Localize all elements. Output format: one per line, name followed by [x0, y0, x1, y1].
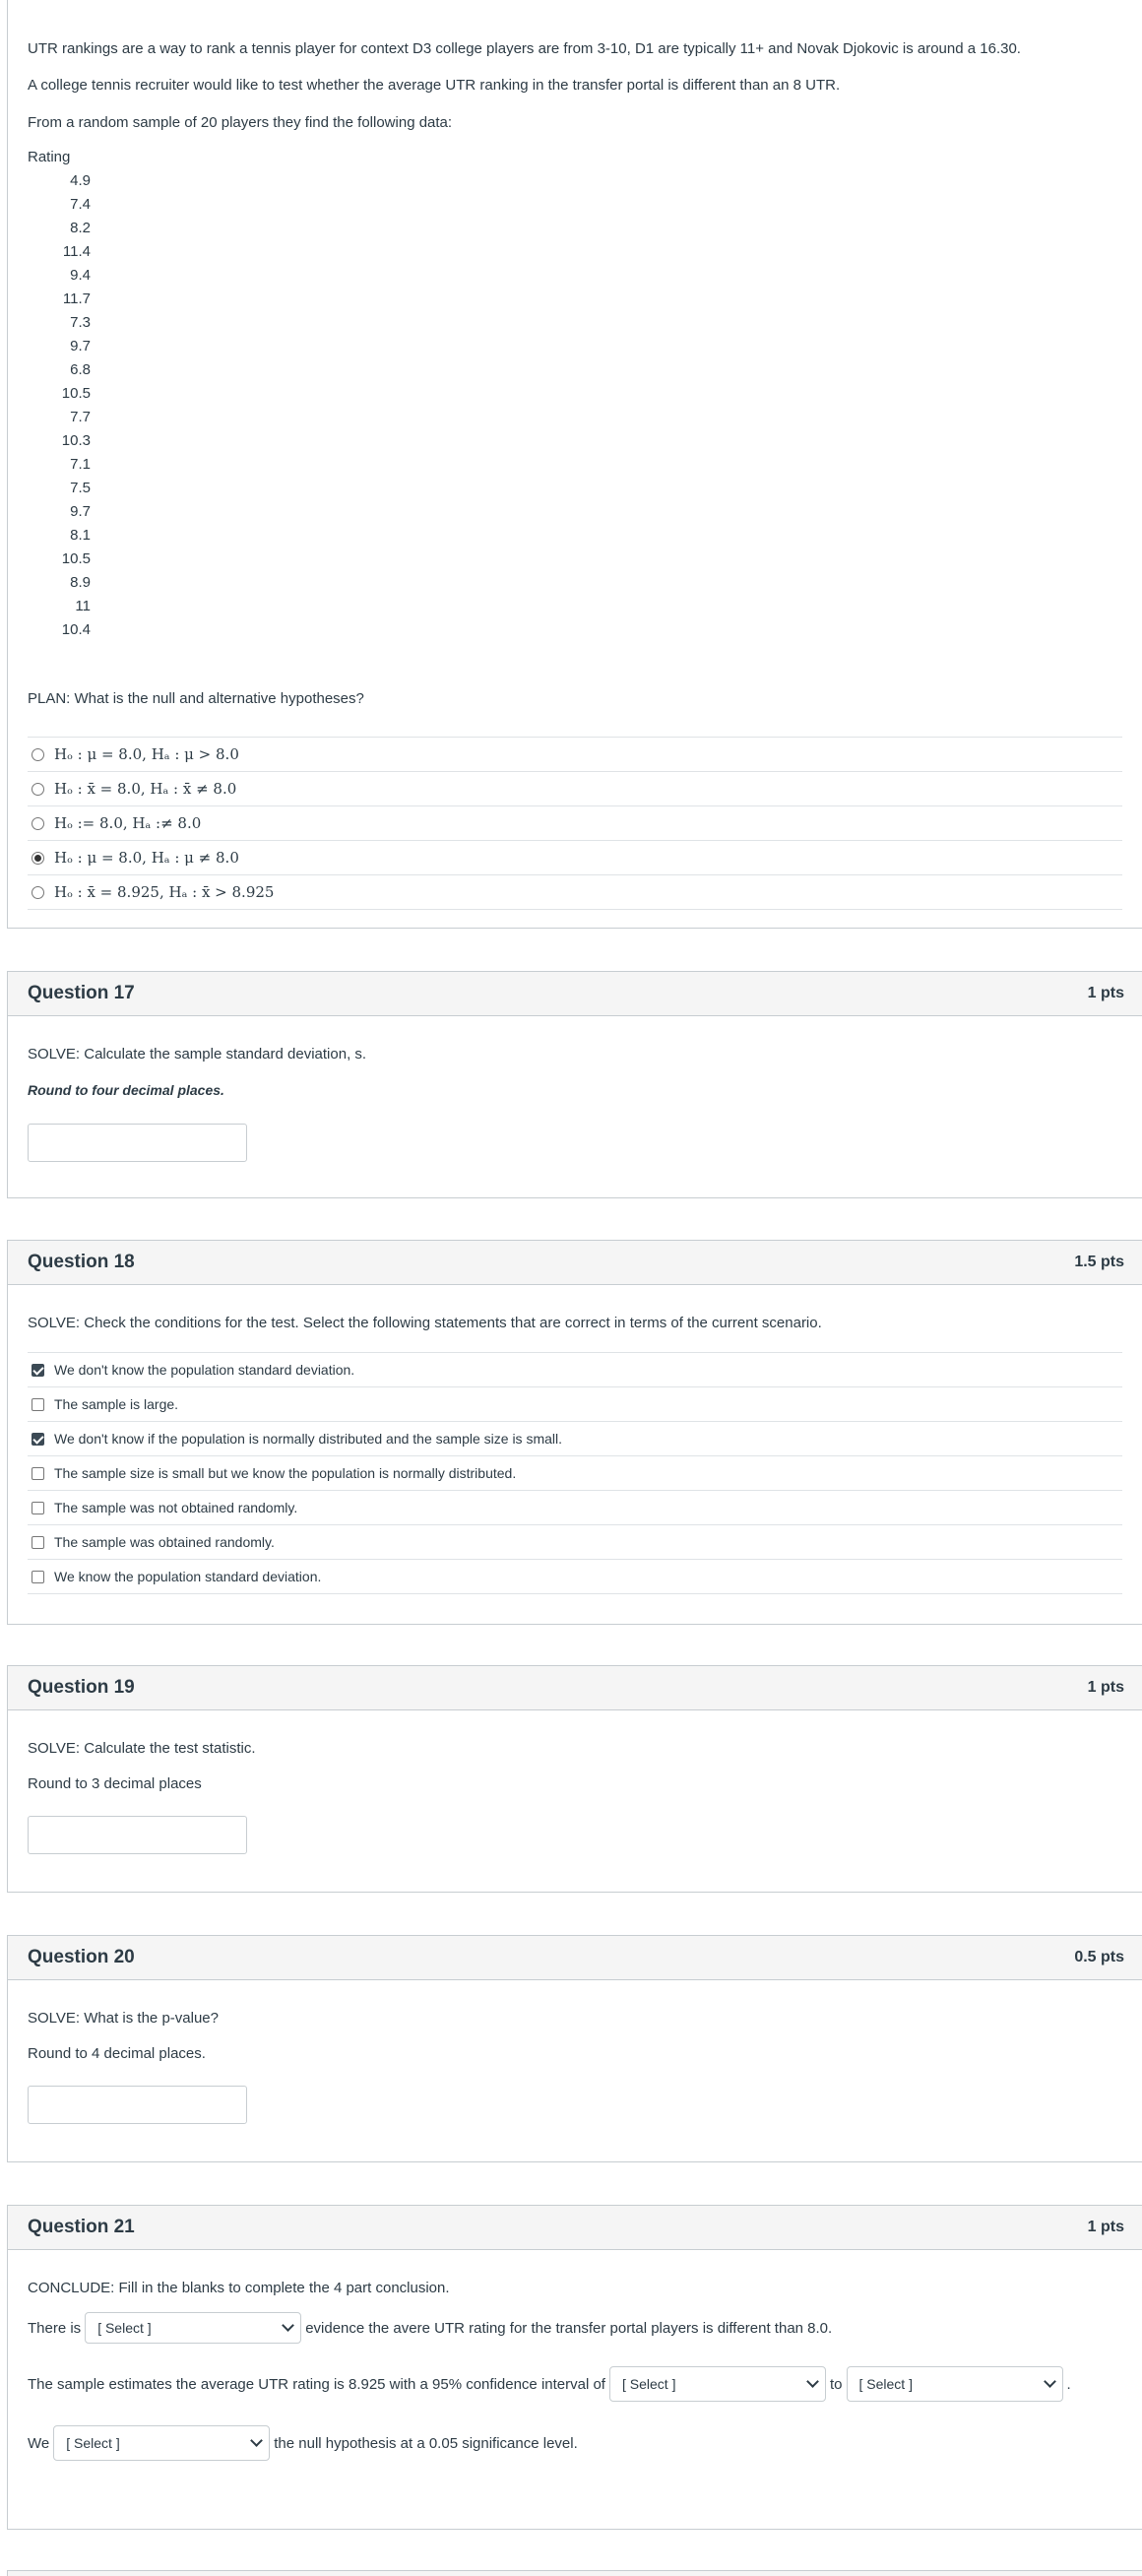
q21-line2-post: . [1066, 2375, 1071, 2393]
rating-value: 9.7 [70, 503, 91, 520]
q19-header [8, 1666, 1142, 1710]
q20-prompt: SOLVE: What is the p-value? [28, 2010, 219, 2027]
q17-header [8, 972, 1142, 1016]
q17-prompt: SOLVE: Calculate the sample standard deviation, s. [28, 1046, 367, 1063]
q17-points: 1 pts [1087, 985, 1124, 1001]
radio-button[interactable] [32, 748, 44, 761]
rating-value: 10.4 [61, 621, 91, 638]
q16-option[interactable] [28, 738, 1122, 772]
rating-value: 11.7 [62, 290, 91, 307]
q21-select-ci-upper[interactable] [847, 2366, 1063, 2402]
q17-answer-input[interactable] [28, 1124, 247, 1162]
chevron-down-icon [1044, 2375, 1056, 2388]
question-17-box [7, 971, 1142, 1198]
rating-value: 7.3 [70, 314, 91, 331]
q18-option-label: The sample was obtained randomly. [54, 1534, 275, 1550]
q21-points: 1 pts [1087, 2219, 1124, 2235]
q16-option-label: Hₒ : μ = 8.0, Hₐ : μ > 8.0 [54, 745, 239, 763]
chevron-down-icon [250, 2434, 263, 2447]
q18-points: 1.5 pts [1074, 1254, 1124, 1270]
q21-title: Question 21 [28, 2217, 135, 2237]
q21-line3-pre: We [28, 2434, 50, 2452]
q16-option[interactable] [28, 772, 1122, 806]
question-20-box [7, 1935, 1142, 2162]
q21-select-evidence-label: [ Select ] [97, 2320, 152, 2336]
q16-option[interactable] [28, 875, 1122, 910]
chevron-down-icon [282, 2319, 294, 2332]
rating-value: 9.7 [70, 338, 91, 354]
q19-points: 1 pts [1087, 1679, 1124, 1696]
rating-value: 10.5 [61, 550, 91, 567]
q17-note: Round to four decimal places. [28, 1082, 224, 1098]
q19-note: Round to 3 decimal places [28, 1775, 202, 1792]
rating-value: 8.9 [70, 574, 91, 591]
checkbox[interactable] [32, 1398, 44, 1411]
q18-option-label: The sample is large. [54, 1396, 179, 1412]
checkbox[interactable] [32, 1536, 44, 1549]
q16-option-label: Hₒ := 8.0, Hₐ :≠ 8.0 [54, 814, 202, 832]
q18-title: Question 18 [28, 1252, 135, 1272]
q18-option[interactable] [28, 1491, 1122, 1525]
q21-line1-pre: There is [28, 2319, 82, 2337]
rating-value: 9.4 [70, 267, 91, 284]
rating-value: 11.4 [62, 243, 91, 260]
checkbox[interactable] [32, 1433, 44, 1446]
q18-options [28, 1352, 1122, 1594]
radio-button[interactable] [32, 817, 44, 830]
rating-value: 4.9 [70, 172, 91, 189]
q18-option[interactable] [28, 1387, 1122, 1422]
radio-button[interactable] [32, 852, 44, 865]
q21-line2-pre: The sample estimates the average UTR rating is 8.925 with a 95% confidence interval of [28, 2375, 605, 2393]
q16-option-label: Hₒ : x̄ = 8.0, Hₐ : x̄ ≠ 8.0 [54, 780, 237, 798]
radio-button[interactable] [32, 886, 44, 899]
rating-value: 11 [75, 598, 91, 614]
ratings-table [28, 146, 91, 642]
q16-option[interactable] [28, 806, 1122, 841]
q18-option-label: We don't know the population standard deviation. [54, 1362, 355, 1378]
q18-option-label: The sample size is small but we know the population is normally distributed. [54, 1465, 517, 1481]
question-22-box [7, 2570, 1142, 2576]
q21-line1-post: evidence the avere UTR rating for the transfer portal players is different than 8.0. [305, 2319, 833, 2337]
q21-select-ci-upper-label: [ Select ] [858, 2376, 913, 2392]
q20-note: Round to 4 decimal places. [28, 2045, 206, 2062]
q16-question: A college tennis recruiter would like to test whether the average UTR ranking in the transfer portal is different than an 8 UTR. [28, 77, 841, 94]
q16-plan: PLAN: What is the null and alternative hypotheses? [28, 690, 364, 707]
q18-option[interactable] [28, 1525, 1122, 1560]
q21-line-1 [28, 2312, 1122, 2344]
question-19-box [7, 1665, 1142, 1893]
q21-select-ci-lower[interactable] [609, 2366, 826, 2402]
ratings-header: Rating [28, 149, 71, 165]
q21-line-2 [28, 2366, 1122, 2402]
chevron-down-icon [806, 2375, 819, 2388]
q20-answer-input[interactable] [28, 2086, 247, 2124]
ratings-list [28, 169, 91, 642]
q19-title: Question 19 [28, 1677, 135, 1698]
q16-sample-text: From a random sample of 20 players they find the following data: [28, 114, 453, 131]
question-21-box [7, 2205, 1142, 2530]
q21-line3-post: the null hypothesis at a 0.05 significance level. [274, 2434, 578, 2452]
checkbox[interactable] [32, 1571, 44, 1583]
q18-option-label: The sample was not obtained randomly. [54, 1500, 298, 1515]
q18-option[interactable] [28, 1353, 1122, 1387]
rating-value: 10.5 [61, 385, 91, 402]
checkbox[interactable] [32, 1502, 44, 1514]
q18-option[interactable] [28, 1422, 1122, 1456]
q20-header [8, 1936, 1142, 1980]
q18-option[interactable] [28, 1560, 1122, 1594]
rating-value: 7.5 [70, 480, 91, 496]
q18-header [8, 1241, 1142, 1285]
checkbox[interactable] [32, 1467, 44, 1480]
q18-option[interactable] [28, 1456, 1122, 1491]
q18-prompt: SOLVE: Check the conditions for the test. Select the following statements that are correct in terms of the current scenario. [28, 1315, 822, 1331]
q19-answer-input[interactable] [28, 1816, 247, 1854]
rating-value: 8.2 [70, 220, 91, 236]
q21-line-3 [28, 2425, 1122, 2461]
q18-option-label: We know the population standard deviation. [54, 1569, 322, 1584]
q16-option-label: Hₒ : x̄ = 8.925, Hₐ : x̄ > 8.925 [54, 883, 275, 901]
question-18-box [7, 1240, 1142, 1625]
q21-select-evidence[interactable] [85, 2312, 301, 2344]
rating-value: 7.1 [70, 456, 91, 473]
q19-prompt: SOLVE: Calculate the test statistic. [28, 1740, 256, 1757]
q21-select-decision[interactable] [53, 2425, 270, 2461]
q21-select-ci-lower-label: [ Select ] [621, 2376, 676, 2392]
rating-value: 7.7 [70, 409, 91, 425]
q20-title: Question 20 [28, 1947, 135, 1967]
q18-option-label: We don't know if the population is normally distributed and the sample size is small. [54, 1431, 563, 1447]
q21-prompt: CONCLUDE: Fill in the blanks to complete the 4 part conclusion. [28, 2280, 450, 2296]
rating-value: 10.3 [61, 432, 91, 449]
q16-options [28, 737, 1122, 910]
q17-title: Question 17 [28, 983, 135, 1003]
rating-value: 8.1 [70, 527, 91, 544]
rating-value: 6.8 [70, 361, 91, 378]
q16-option-label: Hₒ : μ = 8.0, Hₐ : μ ≠ 8.0 [54, 849, 239, 867]
q16-intro: UTR rankings are a way to rank a tennis player for context D3 college players are from 3-10, D1 are typically 11+ and Novak Djokovic is around a 16.30. [28, 40, 1021, 57]
q21-select-decision-label: [ Select ] [66, 2435, 120, 2451]
checkbox[interactable] [32, 1364, 44, 1377]
q21-line2-mid: to [829, 2375, 843, 2393]
q16-option[interactable] [28, 841, 1122, 875]
radio-button[interactable] [32, 783, 44, 796]
q20-points: 0.5 pts [1074, 1949, 1124, 1965]
q21-header [8, 2206, 1142, 2250]
rating-value: 7.4 [70, 196, 91, 213]
